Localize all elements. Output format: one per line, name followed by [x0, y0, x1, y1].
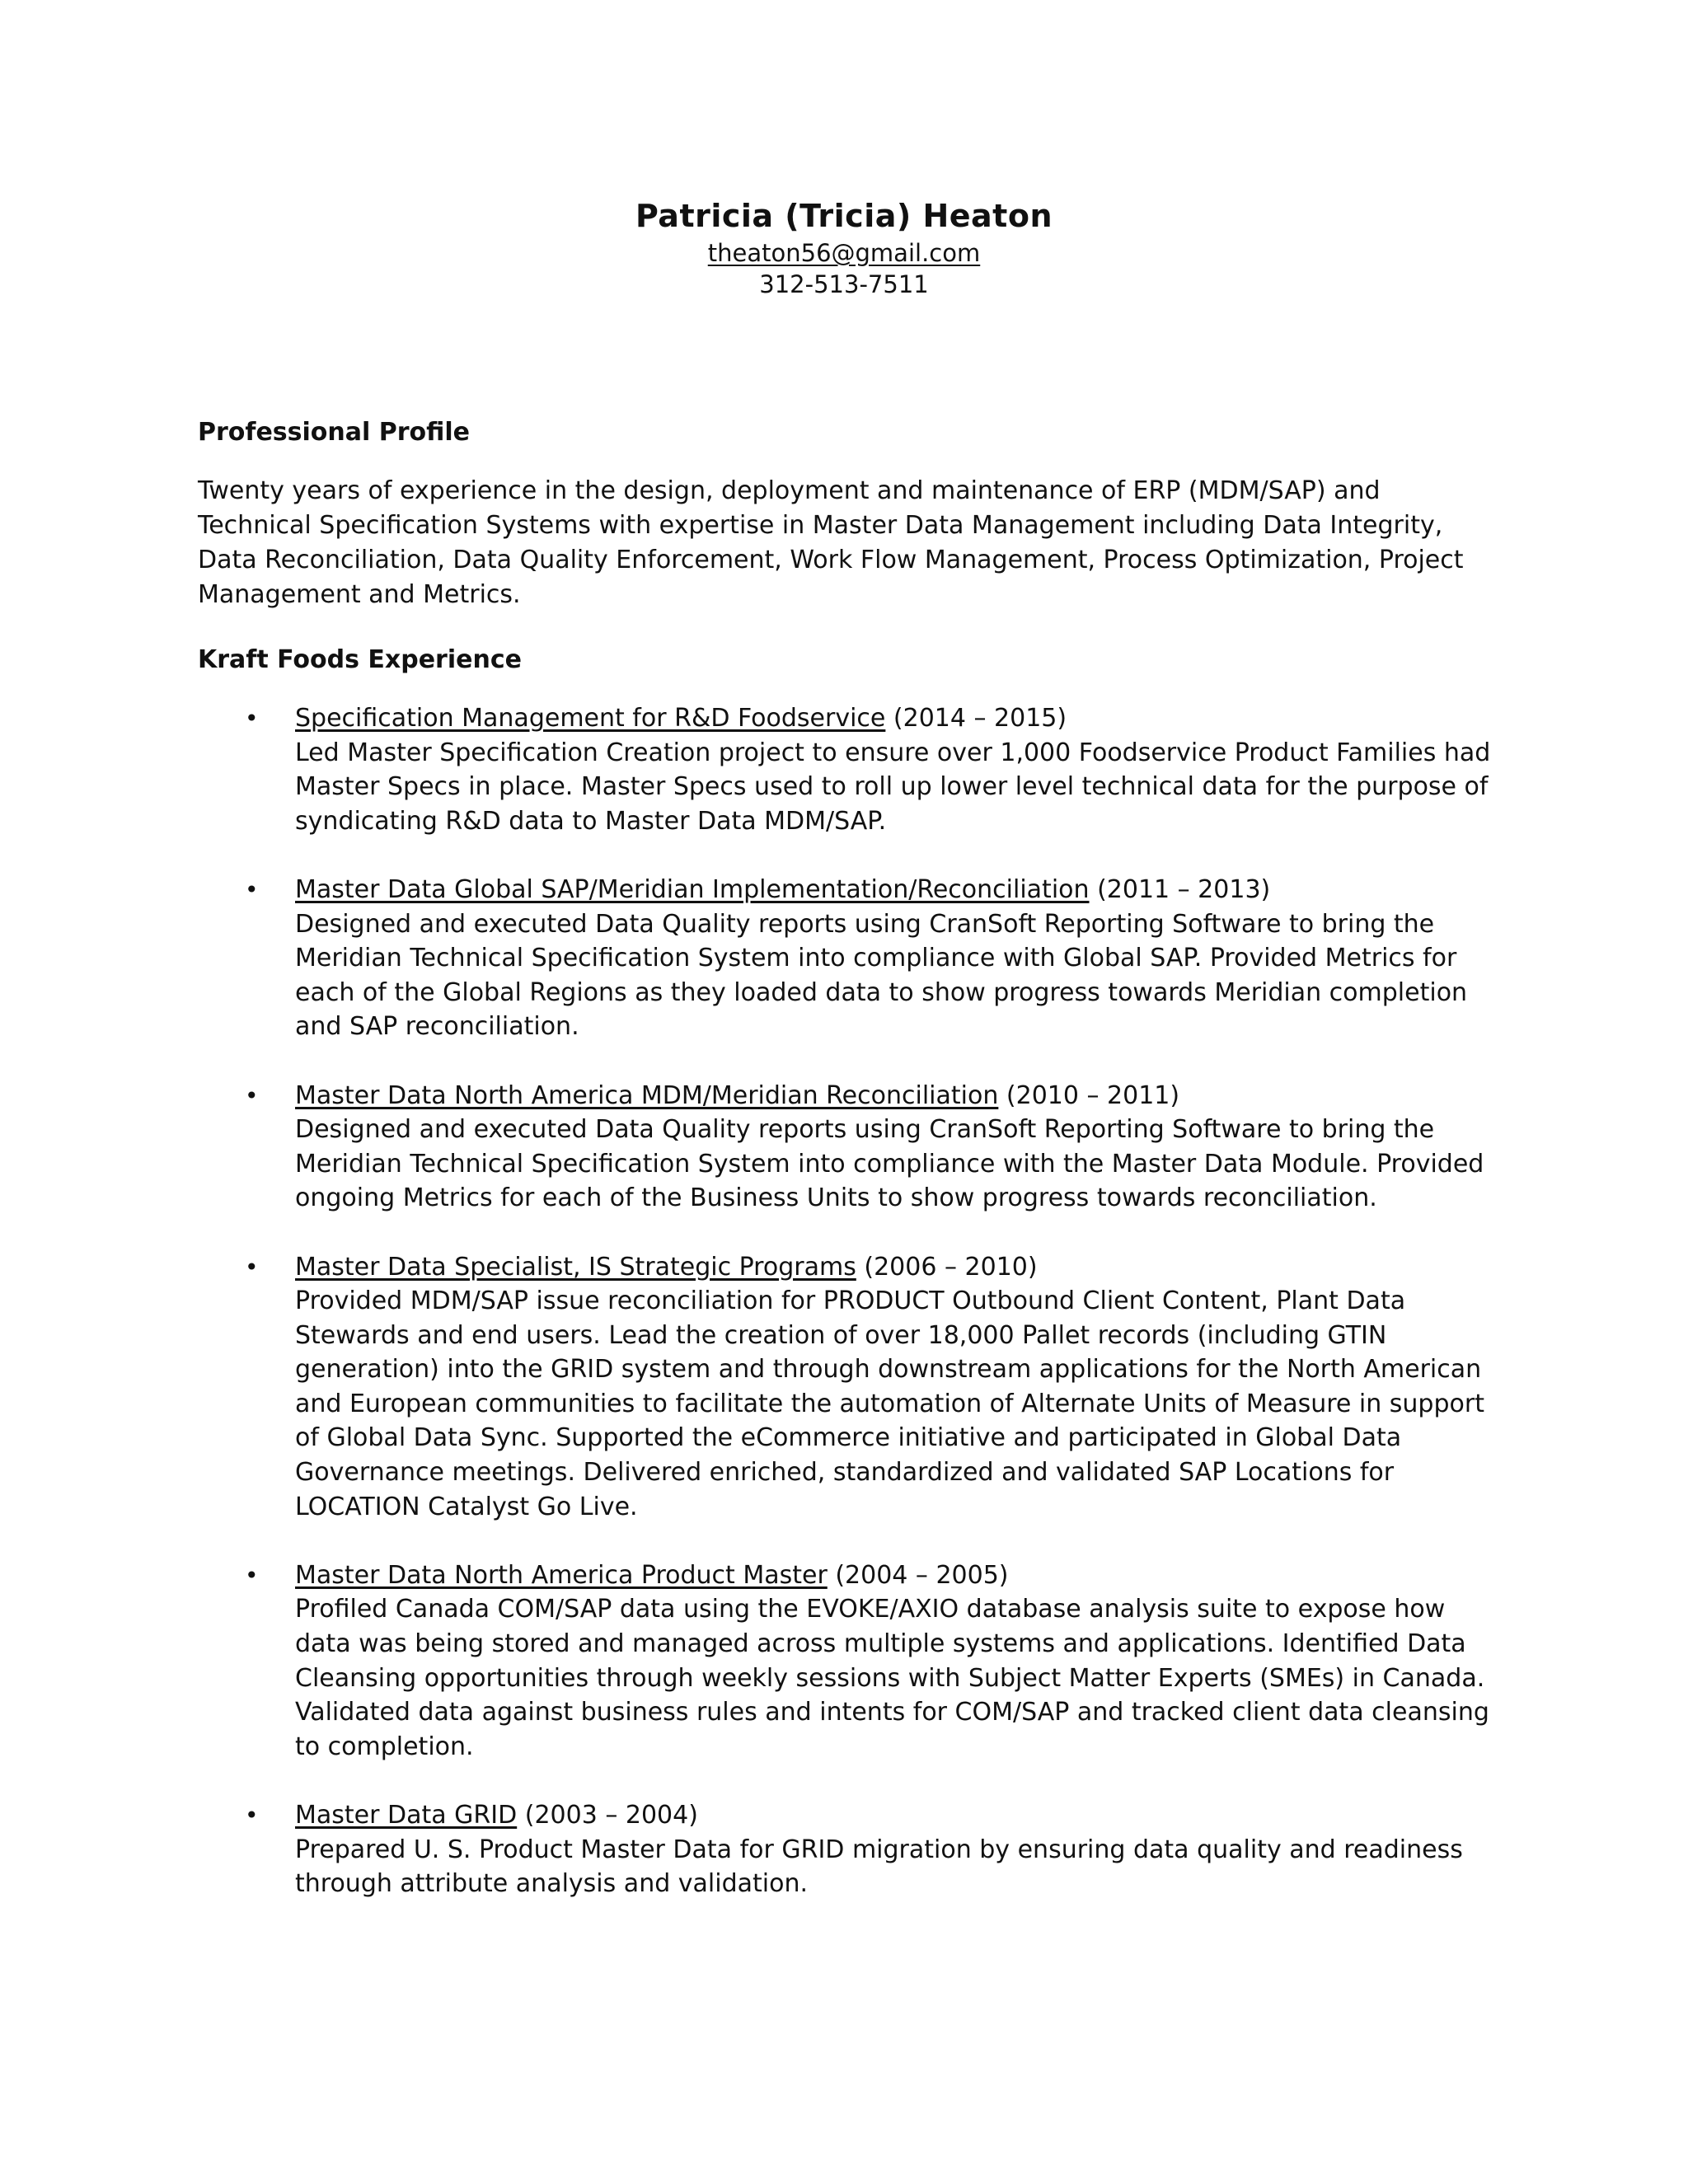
profile-heading: Professional Profile [198, 418, 470, 447]
experience-item [198, 1798, 1500, 1901]
email-link[interactable]: theaton56@gmail.com [707, 239, 981, 267]
job-title: Master Data GRID [295, 1801, 518, 1830]
experience-list [198, 701, 1500, 1901]
job-description: Profiled Canada COM/SAP data using the EVOKE/AXIO database analysis suite to expose how data was being stored and managed across multiple systems and applications. Identified Data Cleansing opportunities through weekly sessions with Subject Matter Experts (SMEs) in Canada. Validated data against business rules and intents for COM/SAP and tracked client data cleansing to completion. [295, 1595, 1489, 1761]
job-dates: (2011 – 2013) [1097, 874, 1271, 904]
experience-item [198, 1558, 1500, 1765]
bullet-marker: • [245, 1561, 259, 1589]
job-dates: (2004 – 2005) [835, 1560, 1009, 1590]
job-title: Master Data Global SAP/Meridian Implementation/Reconciliation [295, 874, 1090, 904]
resume-header [0, 194, 1688, 300]
bullet-marker: • [245, 875, 259, 903]
job-description: Designed and executed Data Quality reports using CranSoft Reporting Software to bring the Meridian Technical Specification System into compliance with Global SAP. Provided Metrics for each of the Global Regions as they loaded data to show progress towards Meridian completion and SAP reconciliation. [295, 909, 1468, 1042]
email-line [0, 237, 1688, 269]
bullet-marker: • [245, 1253, 259, 1281]
candidate-name: Patricia (Tricia) Heaton [635, 198, 1053, 234]
job-description: Provided MDM/SAP issue reconciliation for PRODUCT Outbound Client Content, Plant Data Stewards and end users. Lead the creation of over 18,000 Pallet records (including GTIN generation) into the GRID system and through downstream applications for the North American and European communities to facilitate the automation of Alternate Units of Measure in support of Global Data Sync. Supported the eCommerce initiative and participated in Global Data Governance meetings. Delivered enriched, standardized and validated SAP Locations for LOCATION Catalyst Go Live. [295, 1286, 1484, 1521]
job-dates: (2010 – 2011) [1006, 1080, 1180, 1110]
job-dates: (2006 – 2010) [864, 1252, 1038, 1282]
phone-number: 312-513-7511 [759, 270, 929, 298]
profile-summary: Twenty years of experience in the design, deployment and maintenance of ERP (MDM/SAP) and Technical Specification Systems with expertise in Master Data Management including Data Integrity, Data Reconciliation, Data Quality Enforcement, Work Flow Management, Process Optimization, Project Management and Metrics. [198, 476, 1464, 609]
job-dates: (2003 – 2004) [524, 1801, 698, 1830]
job-title: Master Data Specialist, IS Strategic Programs [295, 1252, 856, 1282]
job-title: Master Data North America MDM/Meridian Reconciliation [295, 1080, 999, 1110]
experience-item [198, 873, 1500, 1044]
resume-body [198, 416, 1500, 1935]
job-description: Led Master Specification Creation project to ensure over 1,000 Foodservice Product Families had Master Specs in place. Master Specs used to roll up lower level technical data for the purpose of syndicating R&D data to Master Data MDM/SAP. [295, 738, 1491, 836]
job-title: Specification Management for R&D Foodservice [295, 704, 886, 733]
bullet-marker: • [245, 1802, 259, 1829]
experience-heading: Kraft Foods Experience [198, 645, 522, 674]
experience-item [198, 1079, 1500, 1216]
job-description: Designed and executed Data Quality reports using CranSoft Reporting Software to bring the Meridian Technical Specification System into compliance with the Master Data Module. Provided ongoing Metrics for each of the Business Units to show progress towards reconciliation. [295, 1115, 1484, 1213]
experience-item [198, 701, 1500, 838]
bullet-marker: • [245, 1081, 259, 1109]
job-title: Master Data North America Product Master [295, 1560, 828, 1590]
experience-item [198, 1250, 1500, 1525]
bullet-marker: • [245, 705, 259, 732]
job-dates: (2014 – 2015) [893, 704, 1067, 733]
job-description: Prepared U. S. Product Master Data for GRID migration by ensuring data quality and readiness through attribute analysis and validation. [295, 1835, 1463, 1899]
